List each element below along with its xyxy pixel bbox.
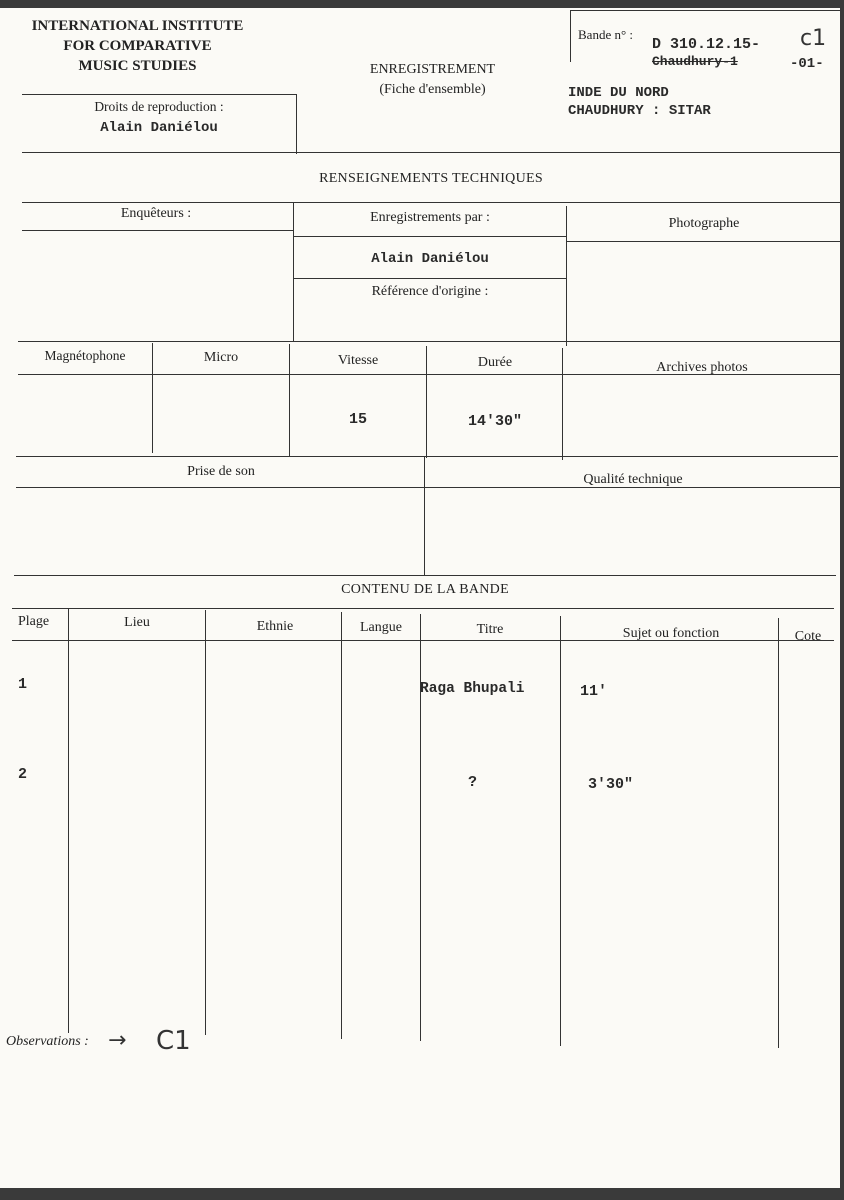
artist: CHAUDHURY : SITAR	[568, 103, 711, 119]
col-cote: Cote	[794, 629, 822, 644]
tape-recorder-label: Magnétophone	[44, 348, 126, 363]
form-title: ENREGISTREMENT	[369, 62, 496, 77]
speed-label: Vitesse	[337, 353, 379, 368]
row-1-plage: 1	[18, 676, 28, 693]
form-subtitle: (Fiche d'ensemble)	[379, 82, 486, 97]
photo-archive-label: Archives photos	[656, 360, 748, 375]
sound-capture-label: Prise de son	[187, 464, 255, 479]
col-plage: Plage	[18, 614, 50, 629]
row-2-plage: 2	[18, 766, 28, 783]
micro-label: Micro	[203, 350, 239, 365]
row-2-titre: ?	[468, 774, 478, 791]
record-sheet	[0, 8, 840, 1188]
col-lieu: Lieu	[124, 615, 150, 630]
photographer-label: Photographe	[668, 216, 740, 231]
col-ethnie: Ethnie	[256, 619, 294, 634]
recorded-by-label: Enregistrements par :	[370, 210, 490, 225]
investigators-label: Enquêteurs :	[120, 206, 192, 221]
row-1-sujet: 11'	[580, 683, 608, 700]
col-langue: Langue	[360, 620, 402, 635]
technical-quality-label: Qualité technique	[583, 472, 683, 487]
content-section-title: CONTENU DE LA BANDE	[341, 582, 509, 597]
institute-line-1: INTERNATIONAL INSTITUTE	[31, 18, 244, 34]
tape-number-suffix: -01-	[790, 56, 824, 72]
tape-number-handwritten: c1	[800, 26, 827, 51]
observations-value: C1	[156, 1026, 191, 1056]
rights-label: Droits de reproduction :	[94, 99, 224, 114]
tape-number: D 310.12.15-	[652, 36, 761, 53]
observations-label: Observations :	[6, 1034, 89, 1049]
rights-value: Alain Daniélou	[100, 120, 218, 136]
origin-reference-label: Référence d'origine :	[371, 284, 489, 299]
observations-arrow: →	[108, 1028, 127, 1053]
tape-number-struck: Chaudhury-1	[652, 54, 738, 69]
recorded-by-value: Alain Daniélou	[371, 251, 489, 267]
duration-label: Durée	[477, 355, 513, 370]
institute-name	[20, 16, 255, 76]
institute-line-2: FOR COMPARATIVE	[63, 38, 212, 54]
technical-section-title: RENSEIGNEMENTS TECHNIQUES	[319, 171, 543, 186]
row-2-sujet: 3'30"	[588, 776, 634, 793]
row-1-titre: Raga Bhupali	[420, 681, 525, 697]
duration-value: 14'30"	[467, 413, 522, 430]
tape-number-label: Bande n° :	[578, 27, 634, 42]
institute-line-3: MUSIC STUDIES	[78, 58, 197, 74]
region: INDE DU NORD	[568, 85, 669, 101]
col-sujet: Sujet ou fonction	[622, 626, 720, 641]
col-titre: Titre	[476, 622, 504, 637]
speed-value: 15	[348, 411, 367, 428]
